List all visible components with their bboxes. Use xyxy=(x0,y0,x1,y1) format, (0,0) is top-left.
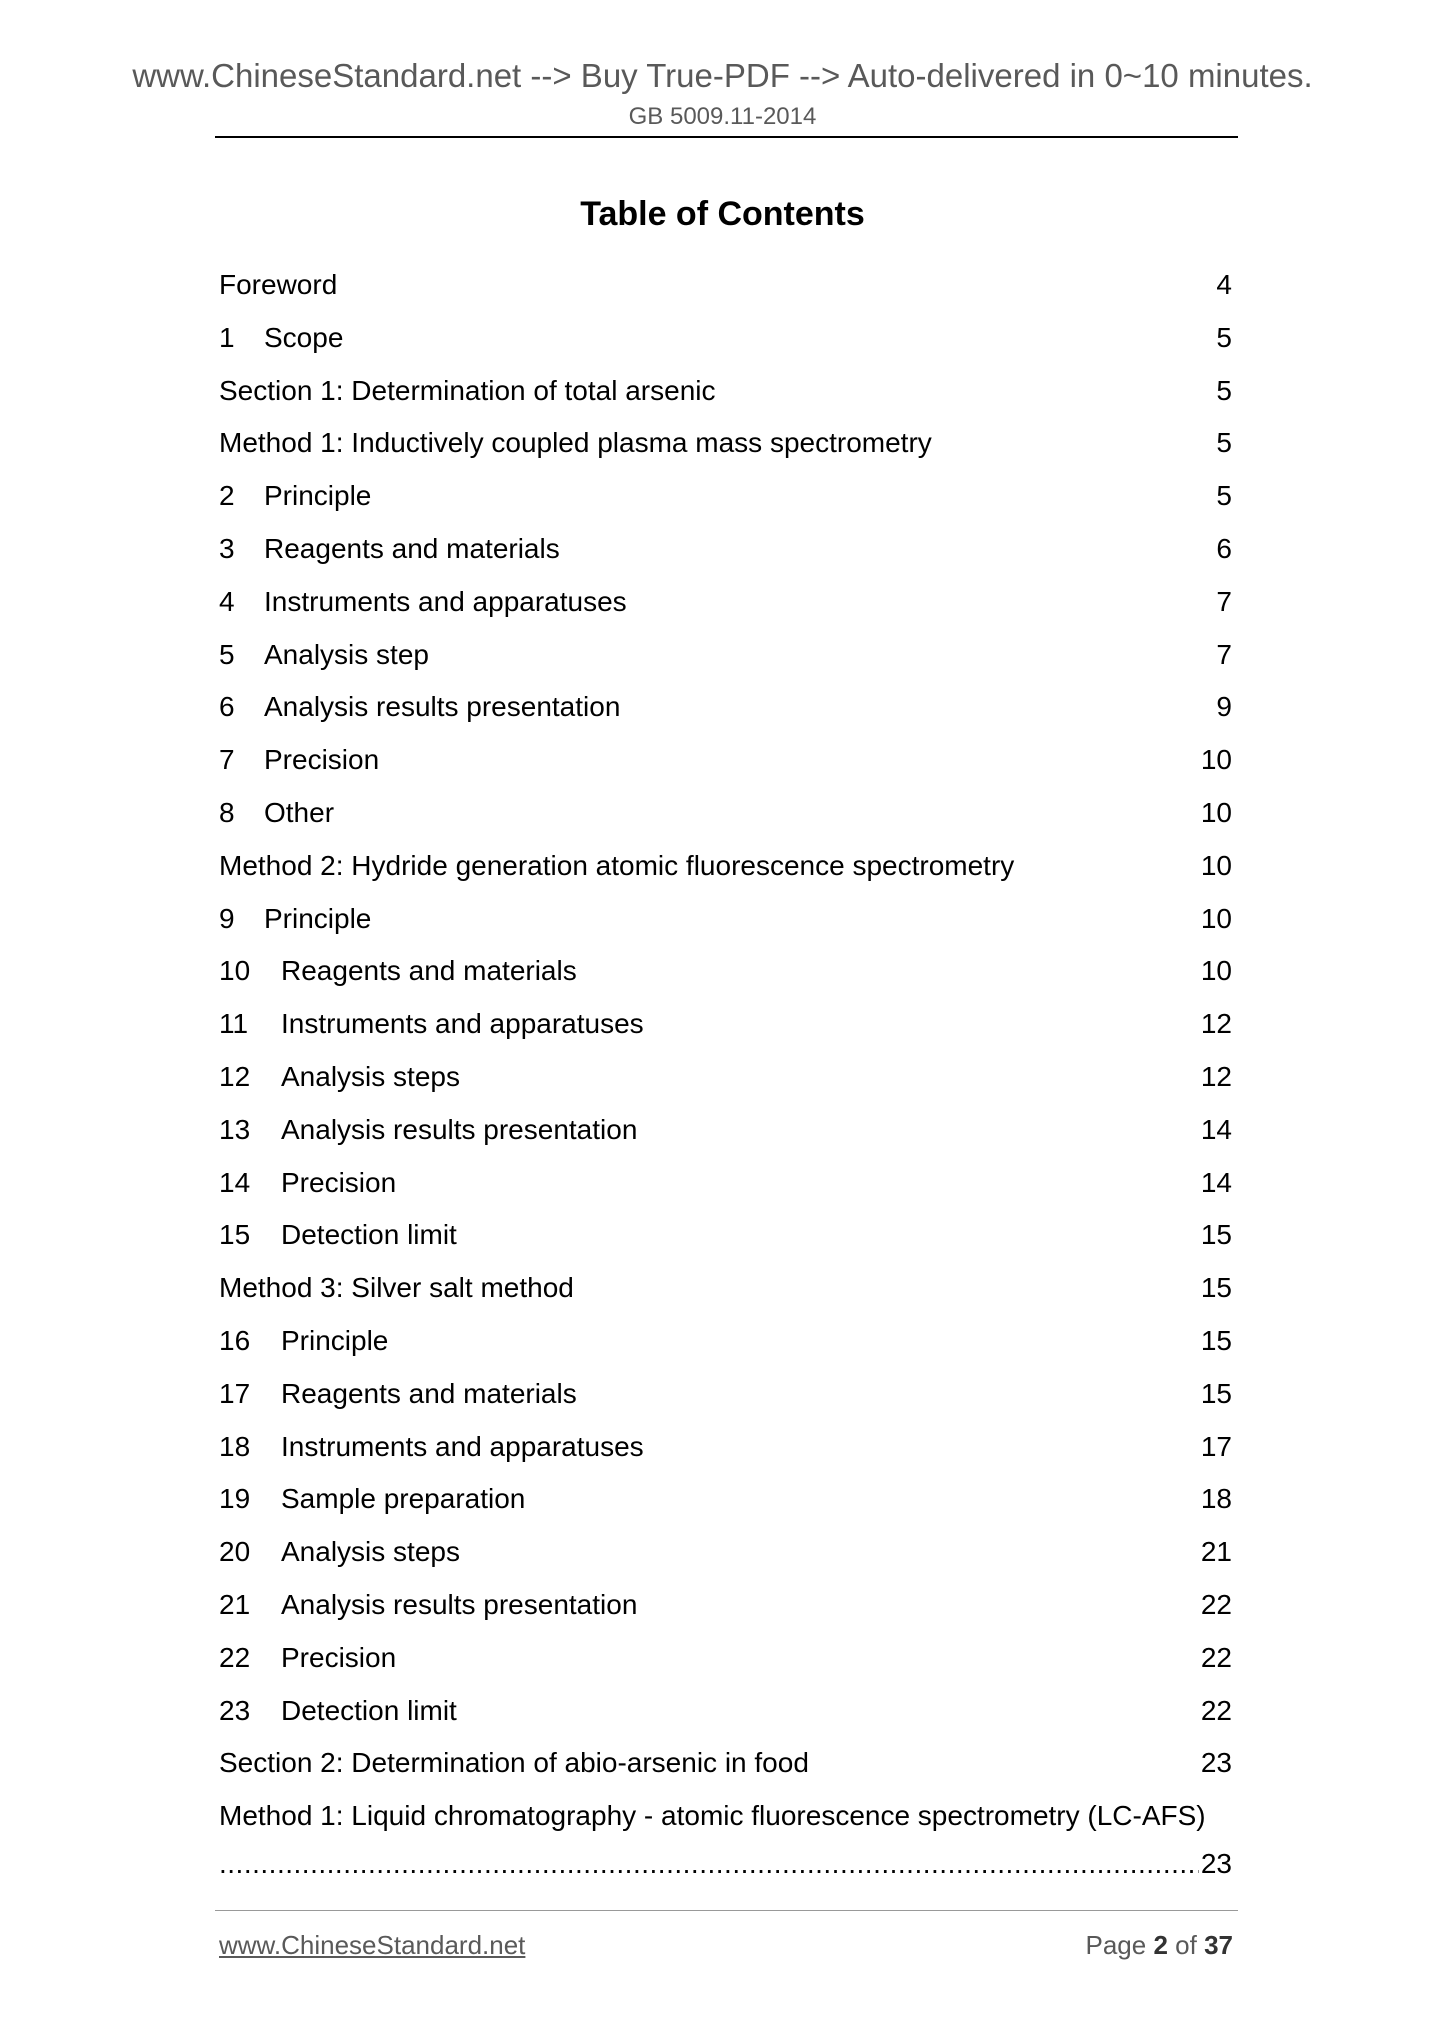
toc-entry-label: Scope xyxy=(264,321,344,353)
toc-entry[interactable] xyxy=(219,1585,1232,1638)
toc-entry[interactable] xyxy=(219,1110,1232,1163)
toc-entry[interactable] xyxy=(219,476,1232,529)
toc-entry-page: 9 xyxy=(1216,691,1232,723)
toc-entry-label: Reagents and materials xyxy=(264,532,560,564)
toc-entry-method-3-silver-salt[interactable] xyxy=(219,1268,1232,1321)
toc-entry-page: 22 xyxy=(1200,1641,1232,1673)
toc-entry-method-1-icp-ms[interactable] xyxy=(219,423,1232,476)
toc-entry-label: Section 1: Determination of total arsenic xyxy=(219,374,716,406)
toc-entry-label: Principle xyxy=(264,480,372,512)
toc-entry-label: Detection limit xyxy=(281,1694,457,1726)
toc-entry-label: Analysis steps xyxy=(281,1060,460,1092)
toc-entry-label: Method 1: Inductively coupled plasma mass spectrometry xyxy=(219,427,932,459)
toc-entry-label: Analysis results presentation xyxy=(281,1113,638,1145)
toc-entry-page: 5 xyxy=(1216,427,1232,459)
toc-entry-page: 12 xyxy=(1200,1008,1232,1040)
toc-entry[interactable] xyxy=(219,1215,1232,1268)
toc-entry[interactable] xyxy=(219,635,1232,688)
toc-entry-number: 16 xyxy=(219,1324,251,1356)
toc-entry[interactable] xyxy=(219,1057,1232,1110)
toc-entry-label: Precision xyxy=(281,1641,397,1673)
toc-entry-label: Principle xyxy=(264,902,372,934)
toc-entry-label: Instruments and apparatuses xyxy=(281,1008,644,1040)
toc-entry-leader-row xyxy=(219,1844,1232,1892)
toc-entry-label: Method 1: Liquid chromatography - atomic fluorescence spectrometry (LC-AFS) xyxy=(219,1800,1206,1832)
toc-entry[interactable] xyxy=(219,687,1232,740)
toc-entry-page: 10 xyxy=(1200,849,1232,881)
toc-entry-foreword[interactable] xyxy=(219,265,1232,318)
toc-entry-page: 15 xyxy=(1200,1377,1232,1409)
toc-entry-number: 14 xyxy=(219,1166,251,1198)
toc-entry-number: 8 xyxy=(219,796,235,828)
toc-entry-number: 21 xyxy=(219,1588,251,1620)
footer-site-link[interactable]: www.ChineseStandard.net xyxy=(219,1930,526,1960)
toc-entry-number: 10 xyxy=(219,955,251,987)
toc-entry-number: 4 xyxy=(219,585,235,617)
toc-entry-number: 15 xyxy=(219,1219,251,1251)
toc-entry[interactable] xyxy=(219,951,1232,1004)
toc-entry-label: Reagents and materials xyxy=(281,955,577,987)
toc-entry-label: Section 2: Determination of abio-arsenic in food xyxy=(219,1747,809,1779)
toc-entry-section-1[interactable] xyxy=(219,371,1232,424)
toc-entry-page: 5 xyxy=(1216,321,1232,353)
header-banner: www.ChineseStandard.net --> Buy True-PDF --> Auto-delivered in 0~10 minutes. xyxy=(132,57,1313,94)
toc-entry-label: Method 3: Silver salt method xyxy=(219,1272,574,1304)
toc-entry-number: 17 xyxy=(219,1377,251,1409)
toc-entry[interactable] xyxy=(219,1532,1232,1585)
toc-entry-number: 19 xyxy=(219,1483,251,1515)
toc-entry-label: Foreword xyxy=(219,269,338,300)
toc-entry-label: Analysis results presentation xyxy=(264,691,621,723)
toc-entry-number: 11 xyxy=(219,1008,249,1040)
toc-entry[interactable] xyxy=(219,1374,1232,1427)
toc-entry-label: Method 2: Hydride generation atomic fluorescence spectrometry xyxy=(219,849,1015,881)
toc-entry[interactable] xyxy=(219,1691,1232,1744)
toc-entry-label: Other xyxy=(264,796,335,828)
toc-entry-page: 22 xyxy=(1200,1694,1232,1726)
toc-entry-number: 13 xyxy=(219,1113,251,1145)
toc-entry-page: 4 xyxy=(1216,269,1232,300)
toc-entry-method-1-lc-afs[interactable] xyxy=(219,1796,1232,1896)
toc-entry-page: 5 xyxy=(1216,374,1232,406)
toc-entry-page: 7 xyxy=(1216,638,1232,670)
toc-entry-label: Precision xyxy=(264,744,380,776)
toc-entry-page: 15 xyxy=(1200,1219,1232,1251)
toc-entry-number: 23 xyxy=(219,1694,251,1726)
toc-entry-number: 20 xyxy=(219,1536,251,1568)
toc-entry-number: 12 xyxy=(219,1060,251,1092)
table-of-contents xyxy=(219,265,1232,1896)
toc-entry-page: 15 xyxy=(1200,1272,1232,1304)
toc-entry-section-2[interactable] xyxy=(219,1743,1232,1796)
footer-divider xyxy=(215,1910,1238,1911)
page-prefix: Page xyxy=(1085,1930,1147,1960)
toc-entry-label: Precision xyxy=(281,1166,397,1198)
toc-entry-label: Analysis results presentation xyxy=(281,1588,638,1620)
toc-entry-page: 21 xyxy=(1200,1536,1232,1568)
toc-entry-label: Analysis step xyxy=(264,638,429,670)
toc-entry-number: 1 xyxy=(219,321,235,353)
toc-entry-page: 15 xyxy=(1200,1324,1232,1356)
standard-number: GB 5009.11-2014 xyxy=(628,103,817,130)
page-current: 2 xyxy=(1153,1930,1168,1960)
toc-entry-number: 7 xyxy=(219,744,235,776)
toc-entry-label: Instruments and apparatuses xyxy=(264,585,627,617)
toc-entry-page: 10 xyxy=(1200,744,1232,776)
toc-entry[interactable] xyxy=(219,529,1232,582)
toc-entry-label: Sample preparation xyxy=(281,1483,526,1515)
dot-leader xyxy=(219,1844,1199,1892)
toc-entry-scope[interactable] xyxy=(219,318,1232,371)
page-number xyxy=(1085,1928,1233,1962)
header-divider xyxy=(215,136,1238,138)
toc-entry-number: 5 xyxy=(219,638,235,670)
toc-entry-page: 14 xyxy=(1200,1166,1232,1198)
toc-entry-label: Detection limit xyxy=(281,1219,457,1251)
page-title: Table of Contents xyxy=(580,195,865,233)
toc-entry[interactable] xyxy=(219,793,1232,846)
toc-entry-method-2-hg-afs[interactable] xyxy=(219,846,1232,899)
toc-entry-page: 10 xyxy=(1200,955,1232,987)
toc-entry-page: 10 xyxy=(1200,796,1232,828)
toc-entry-number: 6 xyxy=(219,691,235,723)
toc-entry-label: Principle xyxy=(281,1324,389,1356)
toc-entry-page: 5 xyxy=(1216,480,1232,512)
toc-entry-number: 22 xyxy=(219,1641,251,1673)
toc-entry[interactable] xyxy=(219,899,1232,952)
toc-entry[interactable] xyxy=(219,1479,1232,1532)
toc-entry-number: 2 xyxy=(219,480,235,512)
toc-entry-label: Analysis steps xyxy=(281,1536,460,1568)
toc-entry[interactable] xyxy=(219,582,1232,635)
toc-entry[interactable] xyxy=(219,1163,1232,1216)
toc-entry[interactable] xyxy=(219,1427,1232,1480)
toc-entry-page: 14 xyxy=(1200,1113,1232,1145)
toc-entry[interactable] xyxy=(219,740,1232,793)
toc-entry-page: 23 xyxy=(1200,1848,1232,1880)
toc-entry-number: 18 xyxy=(219,1430,251,1462)
toc-entry-page: 17 xyxy=(1200,1430,1232,1462)
toc-entry-label: Instruments and apparatuses xyxy=(281,1430,644,1462)
toc-entry-page: 23 xyxy=(1200,1747,1232,1779)
toc-entry-page: 7 xyxy=(1216,585,1232,617)
page-of: of xyxy=(1175,1930,1197,1960)
toc-entry[interactable] xyxy=(219,1004,1232,1057)
toc-entry-number: 3 xyxy=(219,532,235,564)
toc-entry-page: 10 xyxy=(1200,902,1232,934)
toc-entry-number: 9 xyxy=(219,902,235,934)
toc-entry-page: 6 xyxy=(1216,532,1232,564)
toc-entry-label: Reagents and materials xyxy=(281,1377,577,1409)
page-total: 37 xyxy=(1204,1930,1233,1960)
toc-entry[interactable] xyxy=(219,1638,1232,1691)
toc-entry-page: 18 xyxy=(1200,1483,1232,1515)
toc-entry-page: 22 xyxy=(1200,1588,1232,1620)
toc-entry[interactable] xyxy=(219,1321,1232,1374)
toc-entry-page: 12 xyxy=(1200,1060,1232,1092)
